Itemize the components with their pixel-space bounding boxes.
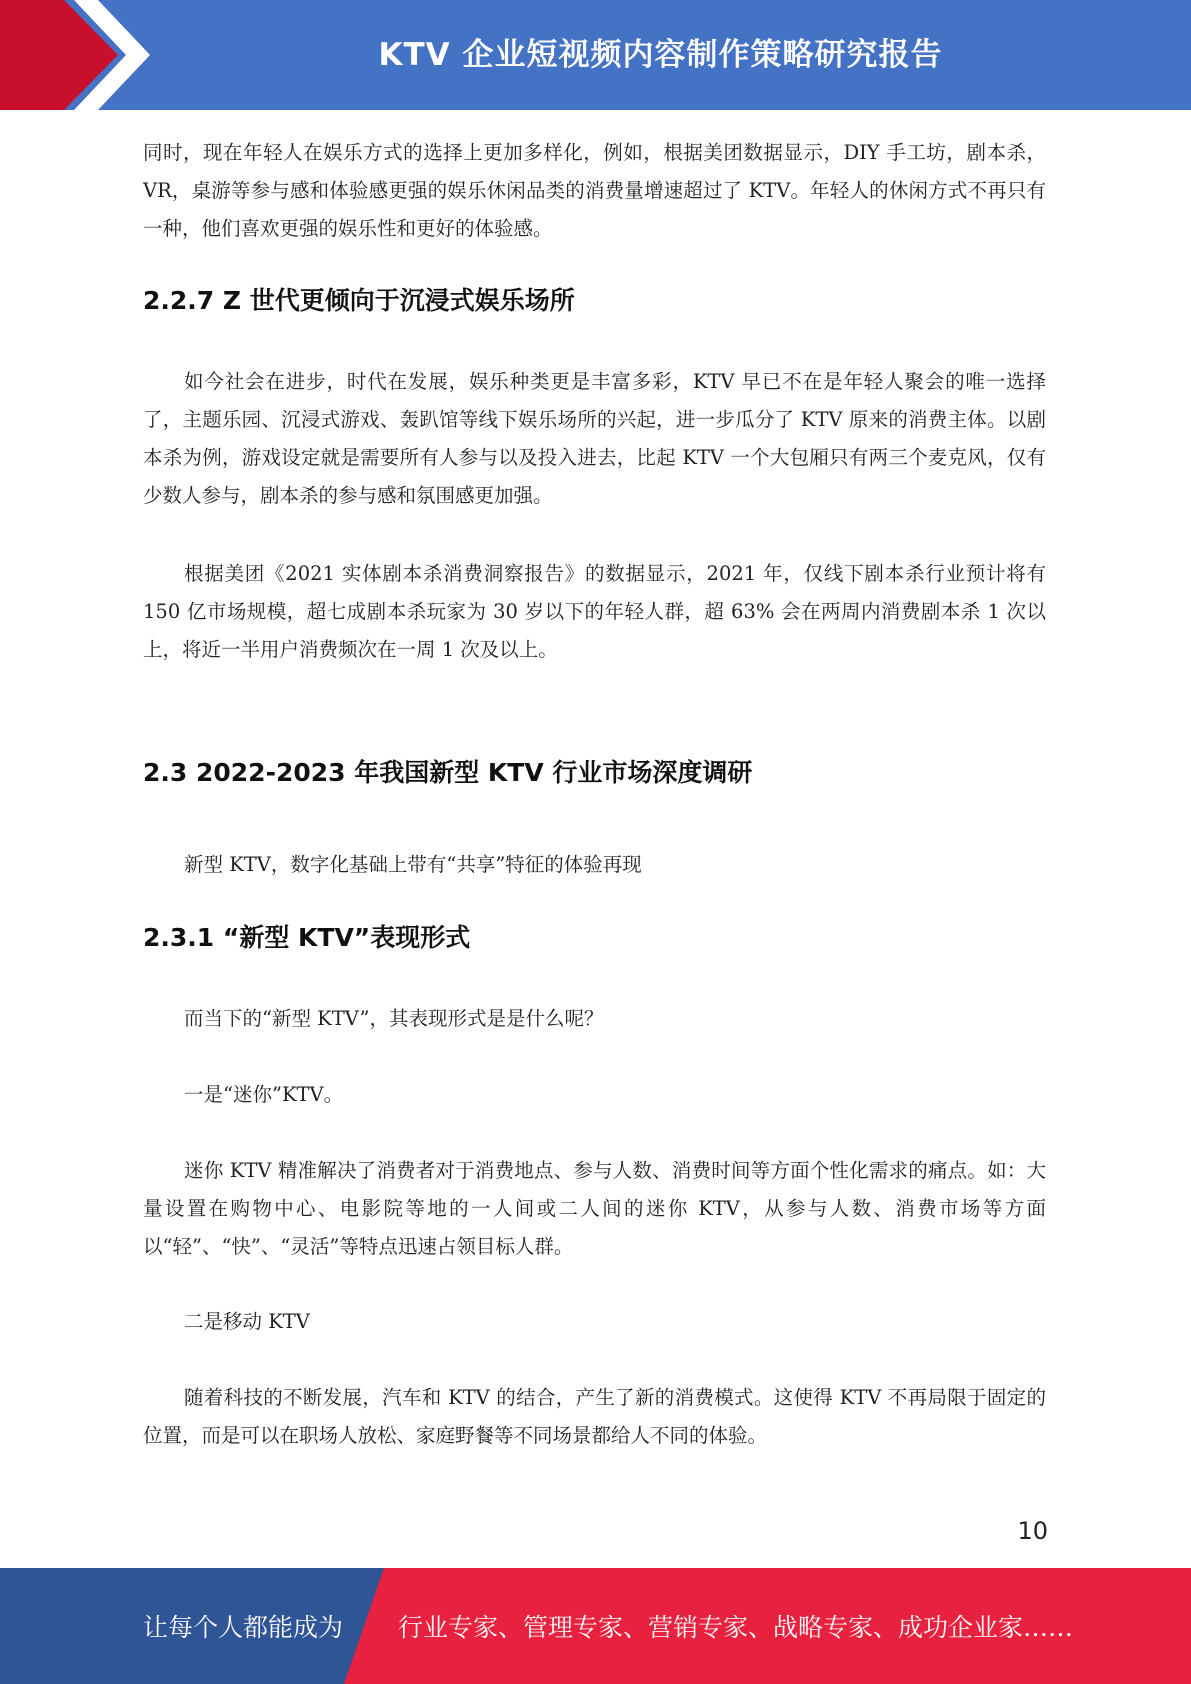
paragraph-mini-ktv-detail: 迷你 KTV 精准解决了消费者对于消费地点、参与人数、消费时间等方面个性化需求的痛点。如：大量设置在购物中心、电影院等地的一人间或二人间的迷你 KTV，从参与人数、消费市场等方面以“轻”、“快”、“灵活”等特点迅速占领目标人群。 (143, 1159, 1046, 1258)
header-chevron-decoration (0, 0, 160, 110)
paragraph-mobile-ktv-label: 二是移动 KTV (184, 1310, 310, 1333)
page-number: 10 (1017, 1517, 1048, 1545)
footer-slogan-right: 行业专家、管理专家、营销专家、战略专家、成功企业家…… (398, 1613, 1074, 1642)
report-title: KTV 企业短视频内容制作策略研究报告 (378, 36, 943, 73)
paragraph-diversified-entertainment: 同时，现在年轻人在娱乐方式的选择上更加多样化，例如，根据美团数据显示，DIY 手工坊，剧本杀，VR，桌游等参与感和体验感更强的娱乐休闲品类的消费量增速超过了 KTV。年轻人的休闲方式不再只有一种，他们喜欢更强的娱乐性和更好的体验感。 (143, 141, 1046, 240)
page-footer (0, 1568, 1191, 1684)
page-header (0, 0, 1191, 110)
paragraph-immersive-entertainment: 如今社会在进步，时代在发展，娱乐种类更是丰富多彩，KTV 早已不在是年轻人聚会的唯一选择了，主题乐园、沉浸式游戏、轰趴馆等线下娱乐场所的兴起，进一步瓜分了 KTV 原来的消费主体。以剧本杀为例，游戏设定就是需要所有人参与以及投入进去，比起 KTV 一个大包厢只有两三个麦克风，仅有少数人参与，剧本杀的参与感和氛围感更加强。 (143, 370, 1046, 507)
paragraph-new-ktv-intro: 新型 KTV，数字化基础上带有“共享”特征的体验再现 (184, 853, 642, 876)
section-heading-2-3: 2.3 2022-2023 年我国新型 KTV 行业市场深度调研 (143, 758, 753, 787)
footer-slogan-left: 让每个人都能成为 (143, 1613, 344, 1642)
section-heading-2-3-1: 2.3.1 “新型 KTV”表现形式 (143, 923, 471, 952)
paragraph-new-ktv-question: 而当下的“新型 KTV”，其表现形式是是什么呢？ (184, 1007, 604, 1030)
section-heading-2-2-7: 2.2.7 Z 世代更倾向于沉浸式娱乐场所 (143, 286, 575, 315)
paragraph-mobile-ktv-detail: 随着科技的不断发展，汽车和 KTV 的结合，产生了新的消费模式。这使得 KTV 不再局限于固定的位置，而是可以在职场人放松、家庭野餐等不同场景都给人不同的体验。 (143, 1386, 1046, 1447)
paragraph-mini-ktv-label: 一是“迷你”KTV。 (184, 1083, 344, 1106)
paragraph-meituan-report-data: 根据美团《2021 实体剧本杀消费洞察报告》的数据显示，2021 年，仅线下剧本杀行业预计将有 150 亿市场规模，超七成剧本杀玩家为 30 岁以下的年轻人群，超 63% 会在两周内消费剧本杀 1 次以上，将近一半用户消费频次在一周 1 次及以上。 (143, 562, 1046, 661)
